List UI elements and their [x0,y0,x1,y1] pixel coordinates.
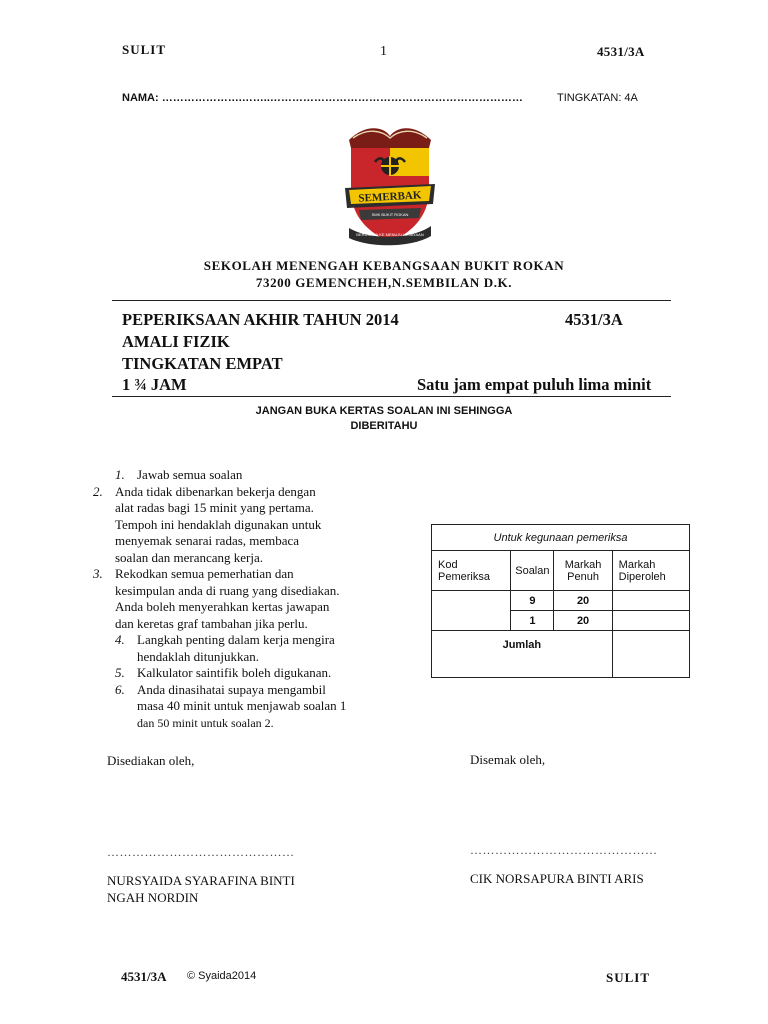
prepared-by-name-1: NURSYAIDA SYARAFINA BINTI [107,873,295,888]
markah-diperoleh-cell[interactable] [612,591,689,611]
instruction-number: 1. [115,467,125,482]
instruction-text: hendaklah ditunjukkan. [137,648,260,664]
instruction-number: 3. [93,566,103,581]
markah-penuh-cell: 20 [554,611,612,631]
examiner-table [431,524,690,678]
instruction-number: 4. [115,632,125,647]
soalan-cell: 9 [511,591,554,611]
exam-title: PEPERIKSAAN AKHIR TAHUN 2014 [122,310,399,329]
instruction-number: 2. [93,483,103,499]
instruction-item [93,566,346,632]
instruction-number: 6. [115,681,125,697]
signature-line-left: ……………………………………… [107,845,295,859]
header-markah-diperoleh: Markah Diperoleh [612,551,689,591]
header-code: 4531/3A [597,44,645,59]
instruction-item [93,632,346,665]
instruction-text: kesimpulan anda di ruang yang disediakan. [115,582,340,598]
exam-subject: AMALI FIZIK [122,332,230,351]
instruction-text: Anda tidak dibenarkan bekerja dengan [115,483,316,499]
instruction-text: Rekodkan semua pemerhatian dan [115,566,294,581]
instruction-item [93,665,346,682]
instruction-text: alat radas bagi 15 minit yang pertama. [115,500,314,515]
kod-pemeriksa-cell[interactable] [432,591,511,631]
footer-copyright: © Syaida2014 [187,970,257,982]
instructions-list [93,467,346,731]
instruction-text: Langkah penting dalam kerja mengira [137,632,335,647]
footer-code: 4531/3A [121,969,167,984]
total-row [432,631,690,678]
total-cell[interactable] [612,631,689,678]
instruction-item [93,467,346,484]
school-name: SEKOLAH MENENGAH KEBANGSAAN BUKIT ROKAN [203,258,565,273]
prepared-by-label: Disediakan oleh, [107,753,195,768]
school-address: 73200 GEMENCHEH,N.SEMBILAN D.K. [255,275,513,290]
instruction-text: soalan dan merancang kerja. [115,549,263,565]
footer-sulit: SULIT [606,970,651,985]
instruction-text: Anda dinasihatai supaya mengambil [137,681,326,697]
instruction-text: menyemak senarai radas, membaca [115,533,300,548]
prepared-by-name-2: NGAH NORDIN [107,890,199,905]
crest-motto: BERUSAHA KE MENUJU KEJAYAAN [356,232,424,237]
examiner-table-title: Untuk kegunaan pemeriksa [432,525,690,551]
markah-diperoleh-cell[interactable] [612,611,689,631]
header-markah-penuh: Markah Penuh [554,551,612,591]
signature-line-right: ……………………………………… [470,843,658,857]
page-number: 1 [380,44,387,59]
class-field: TINGKATAN: 4A [557,92,638,104]
header-sulit: SULIT [122,42,167,57]
header-kod-pemeriksa: Kod Pemeriksa [432,551,511,591]
table-row [432,591,690,611]
school-crest [335,118,445,258]
header-soalan: Soalan [511,551,554,591]
crest-banner-text: SEMERBAK [358,189,422,205]
instruction-item [93,682,346,732]
checked-by-label: Disemak oleh, [470,752,546,767]
exam-duration-words: Satu jam empat puluh lima minit [417,375,652,394]
instruction-number: 5. [115,665,125,680]
instruction-text: dan 50 minit untuk soalan 2. [137,715,274,730]
instruction-text: masa 40 minit untuk menjawab soalan 1 [137,698,347,713]
name-field: NAMA: ………………….……..…………………………………………………………… [122,92,523,104]
instruction-text: dan keretas graf tambahan jika perlu. [115,615,308,631]
instruction-text: Tempoh ini hendaklah digunakan untuk [115,516,322,532]
instruction-item [93,484,346,567]
markah-penuh-cell: 20 [554,591,612,611]
warning-line-2: DIBERITAHU [350,420,418,432]
warning-line-1: JANGAN BUKA KERTAS SOALAN INI SEHINGGA [255,405,513,417]
soalan-cell: 1 [511,611,554,631]
crest-ribbon-text: SMK BUKIT ROKAN [371,212,409,217]
divider-top [112,300,671,301]
instruction-text: Anda boleh menyerahkan kertas jawapan [115,599,330,614]
divider-bottom [112,396,671,397]
exam-duration: 1 ¾ JAM [122,375,187,394]
exam-code: 4531/3A [565,310,623,329]
instruction-text: Kalkulator saintifik boleh digukanan. [137,665,332,680]
exam-level: TINGKATAN EMPAT [122,354,283,373]
total-label: Jumlah [432,631,613,678]
school-crest-icon [335,118,445,258]
instruction-text: Jawab semua soalan [137,467,243,482]
checked-by-name: CIK NORSAPURA BINTI ARIS [470,871,644,886]
